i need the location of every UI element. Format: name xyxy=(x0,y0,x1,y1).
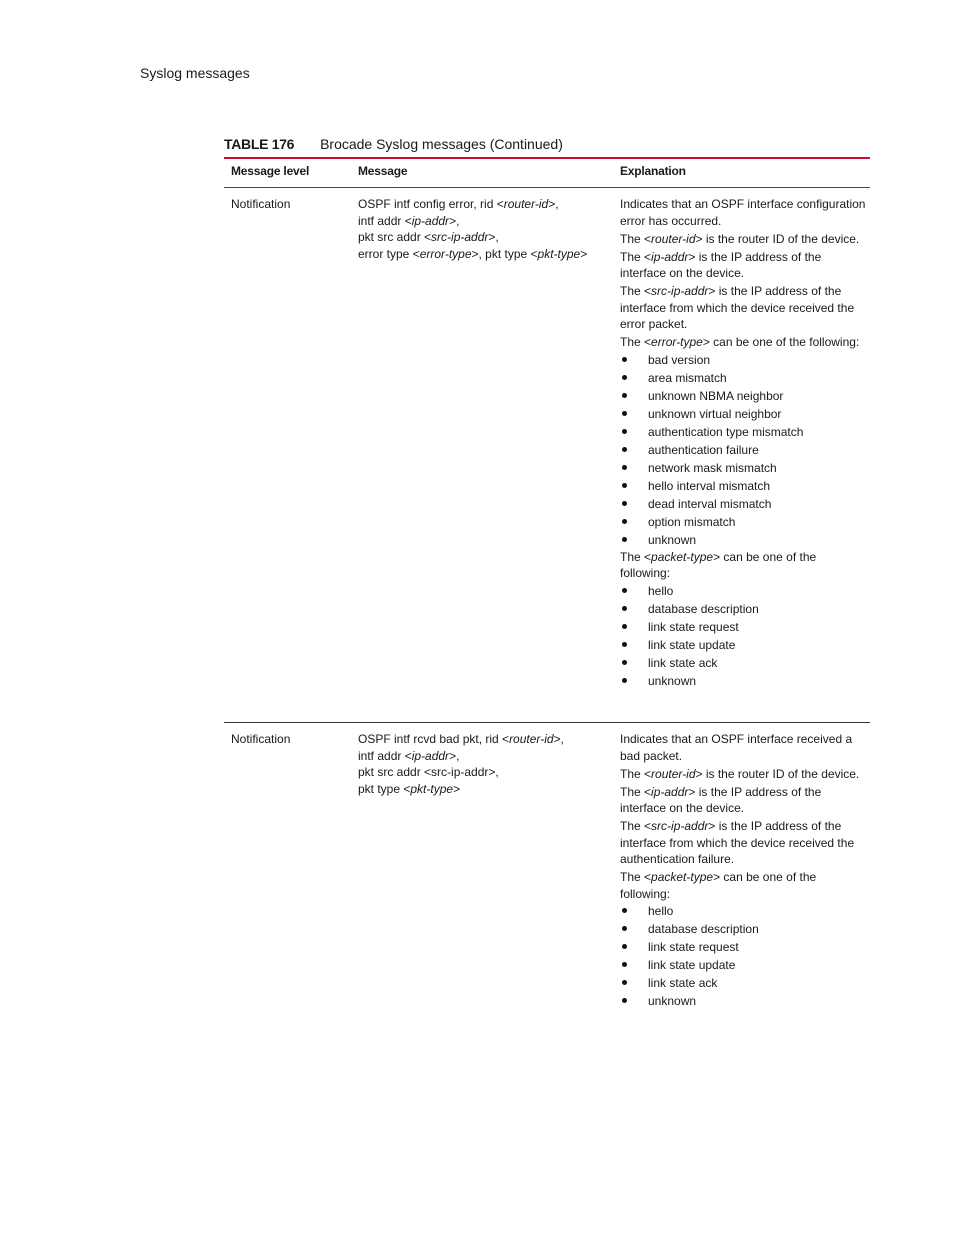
list-item: database description xyxy=(620,920,868,938)
header-explanation: Explanation xyxy=(620,164,686,178)
header-message: Message xyxy=(358,164,408,178)
bullet-icon xyxy=(622,962,627,967)
list-item: hello xyxy=(620,902,868,920)
bullet-icon xyxy=(622,624,627,629)
header-message-level: Message level xyxy=(231,164,310,178)
message-level: Notification xyxy=(231,732,291,746)
bullet-icon xyxy=(622,606,627,611)
router-id-desc: The <router-id> is the router ID of the device. xyxy=(620,231,860,246)
bullet-icon xyxy=(622,429,627,434)
list-item: hello xyxy=(620,582,868,600)
bullet-icon xyxy=(622,980,627,985)
src-ip-desc: The <src-ip-addr> is the IP address of the interface from which the device received the error packet. xyxy=(620,284,855,331)
table-caption xyxy=(224,136,563,152)
running-head: Syslog messages xyxy=(140,65,250,81)
list-item: unknown xyxy=(620,992,868,1010)
list-item: bad version xyxy=(620,351,868,369)
list-item: link state update xyxy=(620,636,868,654)
bullet-icon xyxy=(622,411,627,416)
table-number: TABLE 176 xyxy=(224,136,295,152)
message-line: OSPF intf config error, rid <router-id>, xyxy=(358,197,559,211)
list-item: link state update xyxy=(620,956,868,974)
message-line: intf addr <ip-addr>, xyxy=(358,748,460,763)
bullet-icon xyxy=(622,537,627,542)
bullet-icon xyxy=(622,465,627,470)
bullet-icon xyxy=(622,678,627,683)
message-text xyxy=(358,196,613,262)
error-type-desc: The <error-type> can be one of the following: xyxy=(620,335,860,349)
table-row xyxy=(224,188,870,723)
bullet-icon xyxy=(622,642,627,647)
bullet-icon xyxy=(622,483,627,488)
bullet-icon xyxy=(622,660,627,665)
list-item: dead interval mismatch xyxy=(620,495,868,513)
list-item: unknown xyxy=(620,672,868,690)
bullet-icon xyxy=(622,519,627,524)
packet-type-desc: The <packet-type> can be one of the following: xyxy=(620,870,817,901)
list-item: option mismatch xyxy=(620,513,868,531)
message-line: pkt src addr <src-ip-addr>, xyxy=(358,230,499,244)
list-item: authentication failure xyxy=(620,441,868,459)
bullet-icon xyxy=(622,926,627,931)
list-item: link state ack xyxy=(620,974,868,992)
ip-addr-desc: The <ip-addr> is the IP address of the interface on the device. xyxy=(620,784,822,815)
packet-type-desc: The <packet-type> can be one of the following: xyxy=(620,549,817,580)
explanation xyxy=(620,196,868,690)
syslog-table xyxy=(224,157,870,1023)
table-row xyxy=(224,723,870,1023)
list-item: link state request xyxy=(620,618,868,636)
table-header xyxy=(224,157,870,188)
list-item: unknown virtual neighbor xyxy=(620,405,868,423)
message-line: intf addr <ip-addr>, xyxy=(358,213,460,228)
message-level: Notification xyxy=(231,197,291,211)
bullet-icon xyxy=(622,447,627,452)
explanation-intro: Indicates that an OSPF interface received a bad packet. xyxy=(620,732,853,763)
bullet-icon xyxy=(622,357,627,362)
error-type-list xyxy=(620,351,868,549)
list-item: hello interval mismatch xyxy=(620,477,868,495)
bullet-icon xyxy=(622,944,627,949)
list-item: database description xyxy=(620,600,868,618)
message-line: error type <error-type>, pkt type <pkt-type> xyxy=(358,246,588,261)
message-text xyxy=(358,731,613,797)
bullet-icon xyxy=(622,588,627,593)
bullet-icon xyxy=(622,908,627,913)
list-item: link state ack xyxy=(620,654,868,672)
list-item: authentication type mismatch xyxy=(620,423,868,441)
explanation-intro: Indicates that an OSPF interface configuration error has occurred. xyxy=(620,197,866,228)
list-item: link state request xyxy=(620,938,868,956)
bullet-icon xyxy=(622,393,627,398)
bullet-icon xyxy=(622,501,627,506)
packet-type-list xyxy=(620,902,868,1010)
src-ip-desc: The <src-ip-addr> is the IP address of the interface from which the device received the authentication failure. xyxy=(620,819,855,866)
packet-type-list xyxy=(620,582,868,690)
list-item: area mismatch xyxy=(620,369,868,387)
message-line: OSPF intf rcvd bad pkt, rid <router-id>, xyxy=(358,732,564,746)
explanation xyxy=(620,731,868,1010)
list-item: network mask mismatch xyxy=(620,459,868,477)
message-line: pkt src addr <src-ip-addr>, xyxy=(358,765,499,779)
list-item: unknown NBMA neighbor xyxy=(620,387,868,405)
table-title: Brocade Syslog messages (Continued) xyxy=(320,136,563,152)
message-line: pkt type <pkt-type> xyxy=(358,781,461,796)
router-id-desc: The <router-id> is the router ID of the device. xyxy=(620,766,860,781)
bullet-icon xyxy=(622,375,627,380)
ip-addr-desc: The <ip-addr> is the IP address of the interface on the device. xyxy=(620,249,822,280)
list-item: unknown xyxy=(620,531,868,549)
bullet-icon xyxy=(622,998,627,1003)
